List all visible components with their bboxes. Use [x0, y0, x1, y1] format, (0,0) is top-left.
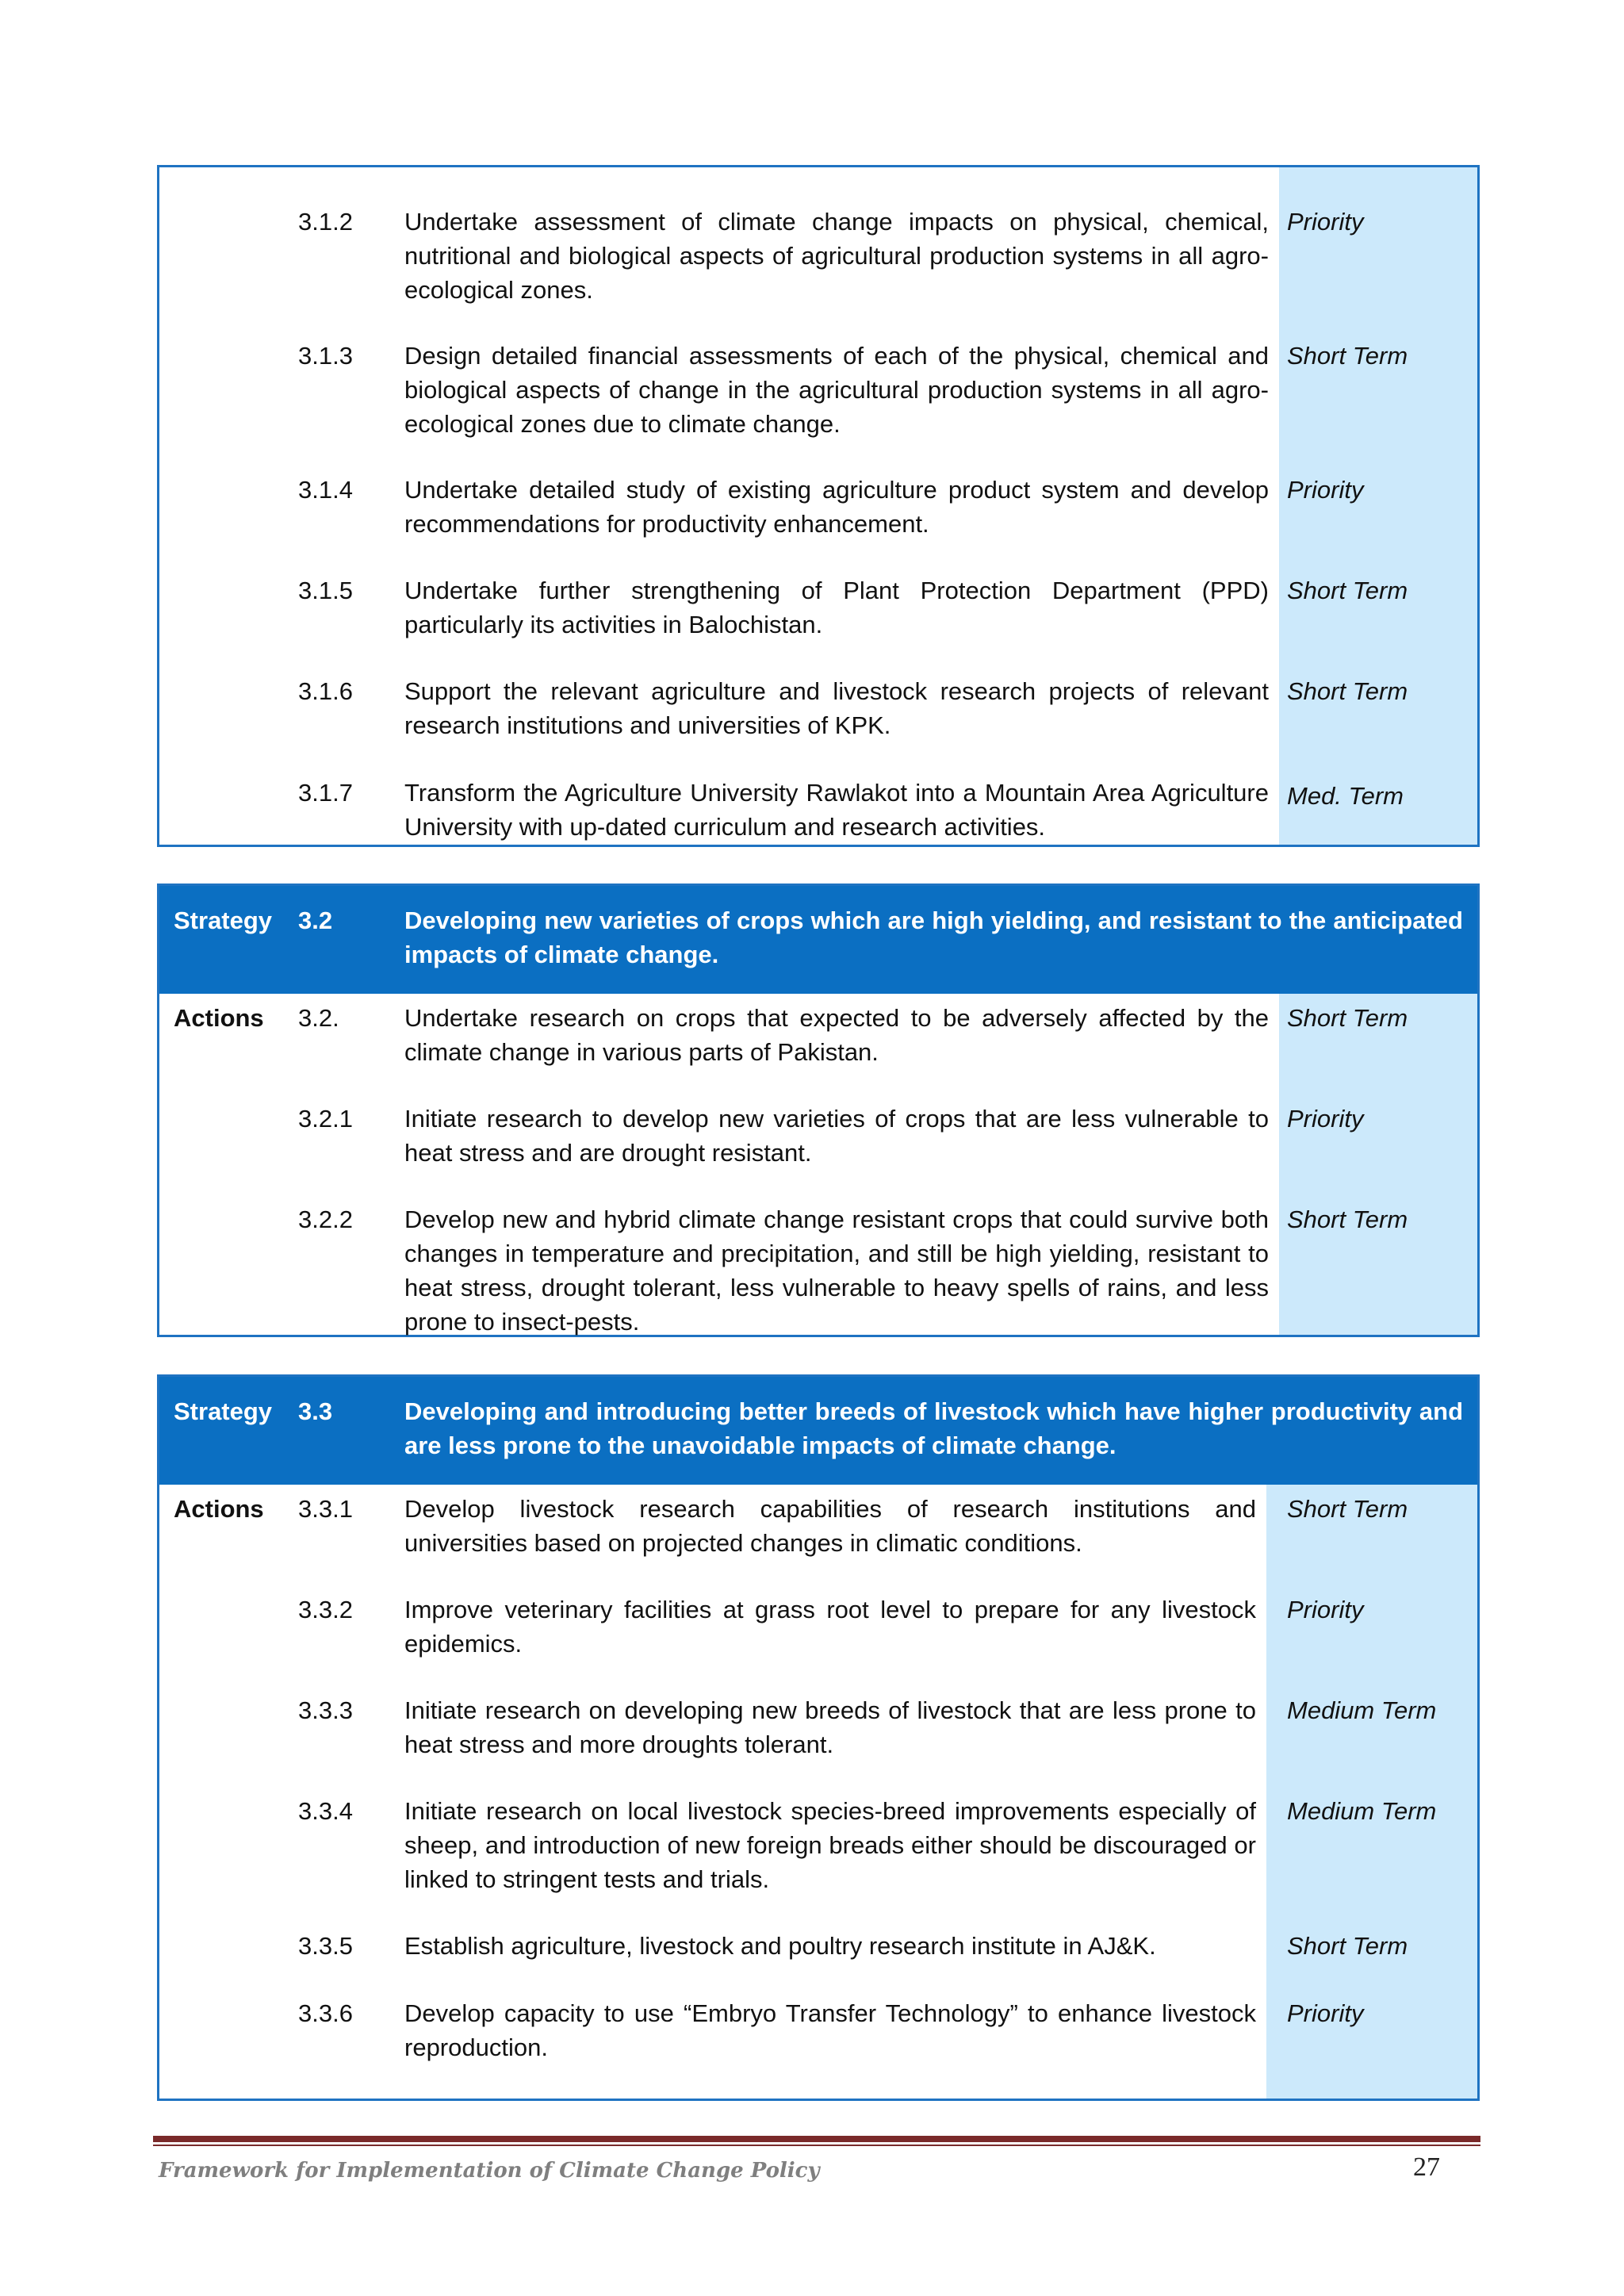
action-text: Initiate research on local livestock species-breed improvements especially of sheep, and introduction of new foreign breads either should be discouraged or linked to stringent tests and trials.	[404, 1797, 1256, 1893]
footer-divider	[153, 2136, 1480, 2142]
action-timeframe: Short Term	[1287, 577, 1408, 604]
action-text: Develop new and hybrid climate change resistant crops that could survive both changes in temperature and precipitation, and still be high yielding, resistant to heat stress, drought tolerant, less vulnerable to heavy spells of rains, and less prone to insect-pests.	[404, 1205, 1269, 1336]
action-timeframe: Short Term	[1287, 677, 1408, 705]
action-text: Establish agriculture, livestock and poultry research institute in AJ&K.	[404, 1932, 1156, 1960]
action-number: 3.3.5	[298, 1932, 353, 1960]
action-text: Develop livestock research capabilities of research institutions and universities based on projected changes in climatic conditions.	[404, 1495, 1256, 1557]
action-text: Design detailed financial assessments of each of the physical, chemical and biological aspects of change in the agricultural production systems in all agro-ecological zones due to climate change.	[404, 342, 1269, 438]
action-timeframe: Short Term	[1287, 1932, 1408, 1960]
action-text: Initiate research to develop new varieties of crops that are less vulnerable to heat stress and are drought resistant.	[404, 1105, 1269, 1167]
action-number: 3.3.3	[298, 1696, 353, 1724]
action-number: 3.2.1	[298, 1105, 353, 1133]
strategy-header	[159, 886, 1477, 994]
strategy-text: Developing and introducing better breeds of livestock which have higher productivity and are less prone to the unavoidable impacts of climate change.	[404, 1397, 1463, 1459]
actions-label: Actions	[174, 1495, 264, 1523]
action-timeframe: Short Term	[1287, 342, 1408, 370]
action-timeframe: Priority	[1287, 1999, 1364, 2027]
action-timeframe: Med. Term	[1287, 782, 1404, 810]
footer-title: Framework for Implementation of Climate Change Policy	[159, 2159, 820, 2183]
action-text: Transform the Agriculture University Rawlakot into a Mountain Area Agriculture University with up-dated curriculum and research activities.	[404, 779, 1269, 841]
action-text: Support the relevant agriculture and livestock research projects of relevant research institutions and universities of KPK.	[404, 677, 1269, 739]
actions-label: Actions	[174, 1004, 264, 1032]
footer-divider-thin	[153, 2145, 1480, 2146]
page-number: 27	[1413, 2152, 1440, 2182]
action-number: 3.1.4	[298, 476, 353, 504]
actions-table-3-1	[157, 165, 1480, 847]
action-timeframe: Short Term	[1287, 1004, 1408, 1032]
action-text: Undertake further strengthening of Plant Protection Department (PPD) particularly its activities in Balochistan.	[404, 577, 1269, 638]
action-number: 3.2.	[298, 1004, 339, 1032]
strategy-label: Strategy	[174, 1397, 273, 1425]
strategy-header	[159, 1377, 1477, 1485]
action-timeframe: Priority	[1287, 1105, 1364, 1133]
action-number: 3.1.6	[298, 677, 353, 705]
strategy-label: Strategy	[174, 907, 273, 934]
action-text: Undertake research on crops that expected to be adversely affected by the climate change in various parts of Pakistan.	[404, 1004, 1269, 1066]
action-text: Improve veterinary facilities at grass root level to prepare for any livestock epidemics.	[404, 1596, 1256, 1658]
action-number: 3.1.2	[298, 208, 353, 236]
action-timeframe: Short Term	[1287, 1495, 1408, 1523]
action-text: Initiate research on developing new breeds of livestock that are less prone to heat stress and more droughts tolerant.	[404, 1696, 1256, 1758]
action-timeframe: Medium Term	[1287, 1797, 1437, 1825]
action-text: Undertake detailed study of existing agriculture product system and develop recommendations for productivity enhancement.	[404, 476, 1269, 538]
strategy-number: 3.3	[298, 1397, 333, 1425]
action-timeframe: Priority	[1287, 208, 1364, 236]
action-number: 3.1.5	[298, 577, 353, 604]
action-number: 3.1.7	[298, 779, 353, 807]
strategy-table-3-2	[157, 884, 1480, 1337]
strategy-text: Developing new varieties of crops which are high yielding, and resistant to the anticipated impacts of climate change.	[404, 907, 1463, 968]
action-number: 3.1.3	[298, 342, 353, 370]
strategy-table-3-3	[157, 1374, 1480, 2101]
action-timeframe: Priority	[1287, 1596, 1364, 1623]
action-timeframe: Medium Term	[1287, 1696, 1437, 1724]
action-timeframe: Priority	[1287, 476, 1364, 504]
action-number: 3.3.2	[298, 1596, 353, 1623]
action-number: 3.3.1	[298, 1495, 353, 1523]
action-number: 3.3.4	[298, 1797, 353, 1825]
action-number: 3.3.6	[298, 1999, 353, 2027]
timeframe-column	[1266, 1377, 1477, 2099]
action-timeframe: Short Term	[1287, 1205, 1408, 1233]
strategy-number: 3.2	[298, 907, 333, 934]
action-number: 3.2.2	[298, 1205, 353, 1233]
action-text: Undertake assessment of climate change impacts on physical, chemical, nutritional and biological aspects of agricultural production systems in all agro-ecological zones.	[404, 208, 1269, 304]
action-text: Develop capacity to use “Embryo Transfer Technology” to enhance livestock reproduction.	[404, 1999, 1256, 2061]
